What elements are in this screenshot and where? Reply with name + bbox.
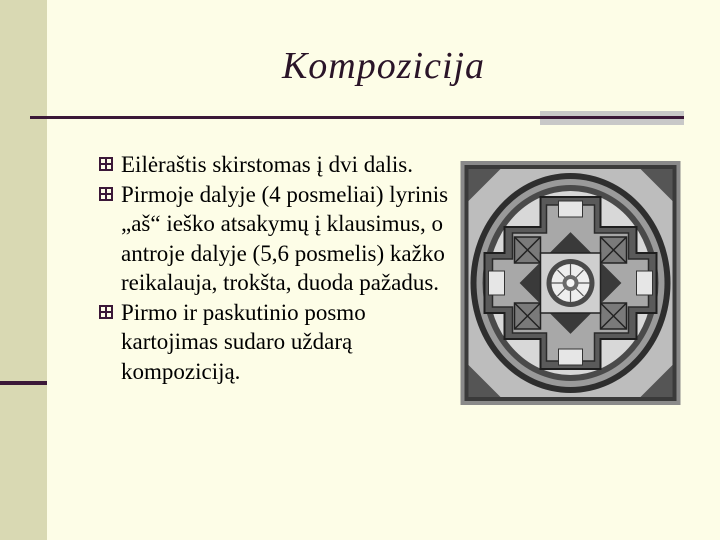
bullet-text: Eilėraštis skirstomas į dvi dalis. (121, 152, 413, 177)
list-item (98, 150, 450, 180)
slide-title: Kompozicija (281, 45, 486, 87)
title-divider (30, 116, 540, 119)
bullet-text: Pirmo ir paskutinio posmo kartojimas sudaro uždarą kompoziciją. (121, 299, 366, 384)
mandala-image (460, 161, 681, 405)
left-side-band (0, 0, 47, 540)
bullet-list (98, 150, 450, 386)
bullet-text: Pirmoje dalyje (4 posmeliai) lyrinis „aš“ ieško atsakymų į klausimus, o antroje dalyje (5,6 posmelis) kažko reikalauja, trokšta, duoda pažadus. (121, 181, 449, 295)
square-cross-bullet-icon (98, 156, 114, 172)
title-divider-accent (540, 111, 684, 125)
left-accent-bar (0, 381, 47, 385)
list-item (98, 180, 450, 298)
square-cross-bullet-icon (98, 186, 114, 202)
list-item (98, 298, 450, 387)
square-cross-bullet-icon (98, 304, 114, 320)
